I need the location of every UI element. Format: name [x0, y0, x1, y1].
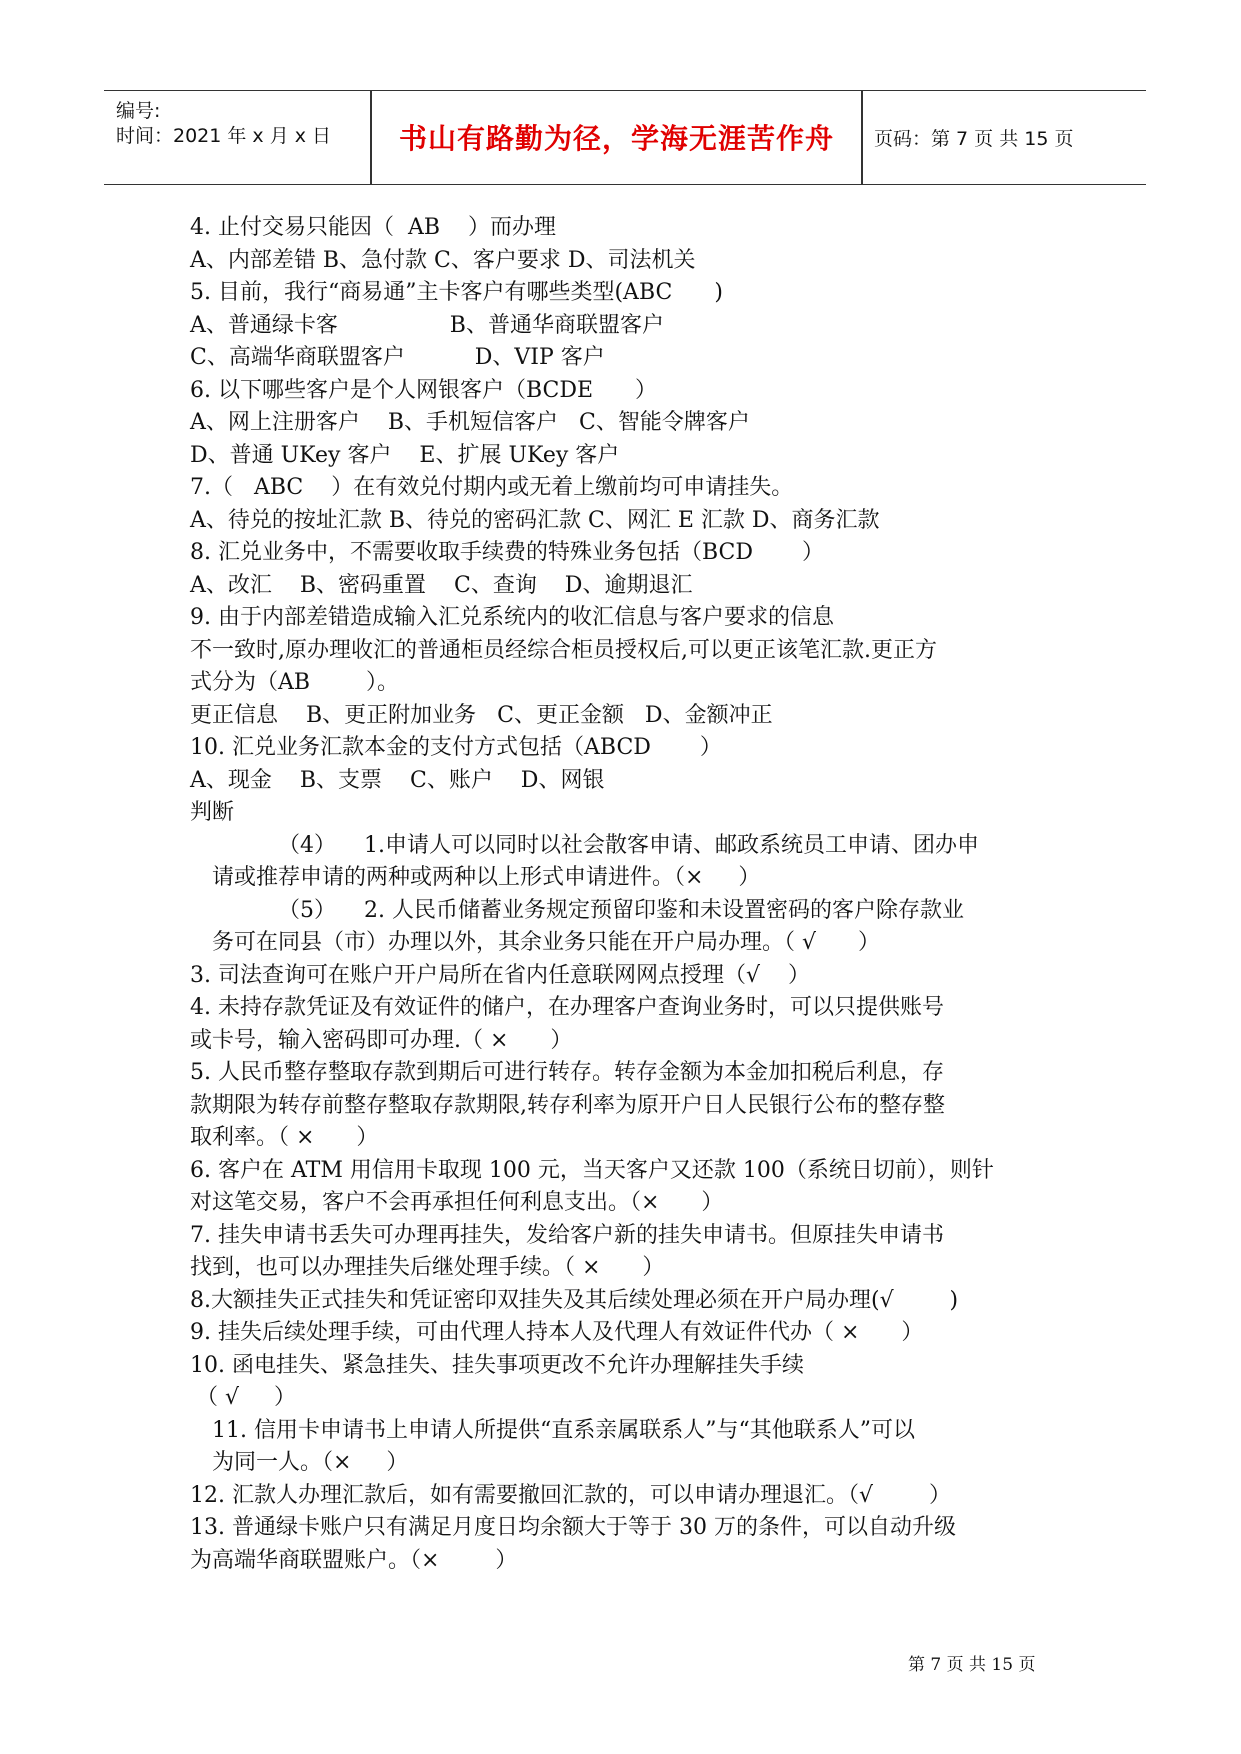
text-line: 5. 目前，我行“商易通”主卡客户有哪些类型(ABC ): [190, 280, 723, 305]
text-line: 8. 汇兑业务中，不需要收取手续费的特殊业务包括（BCD ）: [190, 540, 824, 565]
text-line: 为高端华商联盟账户。（× ）: [190, 1547, 518, 1573]
text-line: 4. 未持存款凭证及有效证件的储户，在办理客户查询业务时，可以只提供账号: [190, 995, 944, 1020]
time-label: 时间：2021 年 x 月 x 日: [116, 125, 332, 147]
text-line: 10. 汇兑业务汇款本金的支付方式包括（ABCD ）: [190, 735, 722, 760]
text-line: 找到，也可以办理挂失后继处理手续。（ × ）: [190, 1255, 665, 1280]
text-line: A、改汇 B、密码重置 C、查询 D、逾期退汇: [190, 572, 693, 598]
text-line: （5） 2. 人民币储蓄业务规定预留印鉴和未设置密码的客户除存款业: [278, 897, 964, 923]
header-info: [116, 91, 366, 184]
text-line: 务可在同县（市）办理以外，其余业务只能在开户局办理。（ √ ）: [212, 930, 880, 955]
header-page-number: 页码：第 7 页 共 15 页: [874, 128, 1074, 150]
text-line: 更正信息 B、更正附加业务 C、更正金额 D、金额冲正: [190, 702, 773, 728]
page-footer: 第 7 页 共 15 页: [908, 1655, 1036, 1675]
text-line: A、现金 B、支票 C、账户 D、网银: [190, 767, 605, 793]
text-line: 请或推荐申请的两种或两种以上形式申请进件。（× ）: [212, 865, 761, 890]
text-line: 6. 客户在 ATM 用信用卡取现 100 元，当天客户又还款 100（系统日切前），则针: [190, 1157, 994, 1183]
text-line: 13. 普通绿卡账户只有满足月度日均余额大于等于 30 万的条件，可以自动升级: [190, 1515, 956, 1540]
text-line: 10. 函电挂失、紧急挂失、挂失事项更改不允许办理解挂失手续: [190, 1352, 804, 1378]
text-line: A、普通绿卡客 B、普通华商联盟客户: [190, 312, 664, 338]
text-line: 9. 挂失后续处理手续，可由代理人持本人及代理人有效证件代办（ × ）: [190, 1320, 924, 1345]
text-line: A、内部差错 B、急付款 C、客户要求 D、司法机关: [190, 247, 696, 273]
text-line: 3. 司法查询可在账户开户局所在省内任意联网网点授理（√ ）: [190, 962, 810, 988]
text-line: 7. 挂失申请书丢失可办理再挂失，发给客户新的挂失申请书。但原挂失申请书: [190, 1222, 944, 1248]
text-line: （ √ ）: [196, 1385, 296, 1410]
serial-label: 编号:: [116, 100, 161, 122]
text-line: A、网上注册客户 B、手机短信客户 C、智能令牌客户: [190, 410, 750, 435]
text-line: 不一致时,原办理收汇的普通柜员经综合柜员授权后,可以更正该笔汇款.更正方: [190, 637, 937, 663]
document-body: [190, 212, 1090, 1577]
text-line: 5. 人民币整存整取存款到期后可进行转存。转存金额为本金加扣税后利息，存: [190, 1060, 944, 1085]
text-line: 对这笔交易，客户不会再承担任何利息支出。（× ）: [190, 1190, 724, 1215]
text-line: 款期限为转存前整存整取存款期限,转存利率为原开户日人民银行公布的整存整: [190, 1092, 945, 1118]
text-line: C、高端华商联盟客户 D、VIP 客户: [190, 345, 605, 370]
text-line: A、待兑的按址汇款 B、待兑的密码汇款 C、网汇 E 汇款 D、商务汇款: [190, 507, 880, 533]
text-line: 7.（ ABC ）在有效兑付期内或无着上缴前均可申请挂失。: [190, 475, 794, 500]
text-line: 4. 止付交易只能因（ AB ）而办理: [190, 215, 556, 240]
text-line: 或卡号，输入密码即可办理.（ × ）: [190, 1027, 573, 1053]
text-line: 9. 由于内部差错造成输入汇兑系统内的收汇信息与客户要求的信息: [190, 605, 834, 630]
header-motto: 书山有路勤为径，学海无涯苦作舟: [398, 122, 834, 155]
page-header: [104, 90, 1146, 185]
text-line: 判断: [190, 800, 235, 825]
text-line: D、普通 UKey 客户 E、扩展 UKey 客户: [190, 442, 620, 468]
text-line: 取利率。（ × ）: [190, 1125, 379, 1150]
text-line: 11. 信用卡申请书上申请人所提供“直系亲属联系人”与“其他联系人”可以: [212, 1417, 915, 1443]
text-line: 6. 以下哪些客户是个人网银客户（BCDE ）: [190, 377, 658, 403]
text-line: 12. 汇款人办理汇款后，如有需要撤回汇款的，可以申请办理退汇。（√ ）: [190, 1482, 951, 1508]
text-line: 为同一人。（× ）: [212, 1450, 409, 1475]
text-line: 8.大额挂失正式挂失和凭证密印双挂失及其后续处理必须在开户局办理(√ ): [190, 1287, 959, 1313]
text-line: （4） 1.申请人可以同时以社会散客申请、邮政系统员工申请、团办申: [278, 832, 979, 858]
text-line: 式分为（AB ）。: [190, 670, 400, 695]
header-divider: [861, 91, 863, 184]
